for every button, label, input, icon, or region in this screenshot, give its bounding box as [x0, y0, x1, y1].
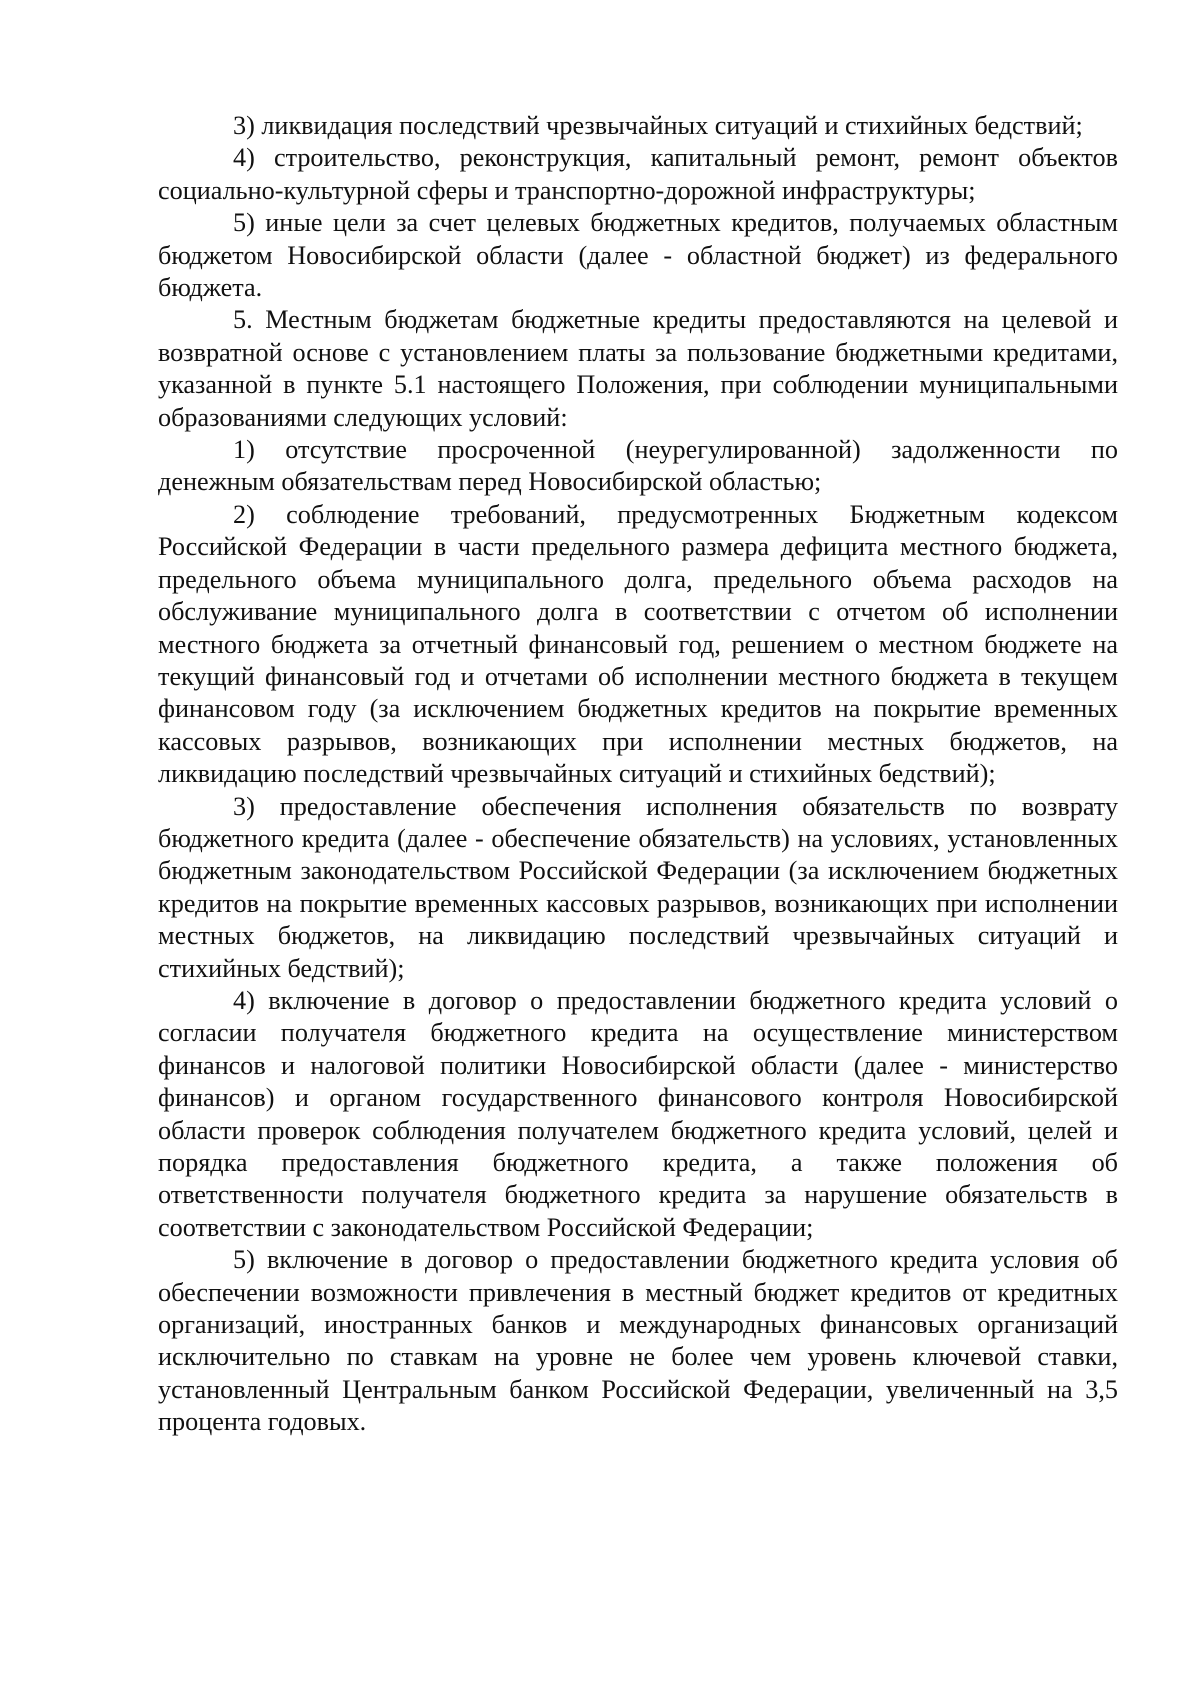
paragraph-condition-4: 4) включение в договор о предоставлении бюджетного кредита условий о согласии получателя бюджетного кредита на осуществление министерством финансов и налоговой политики Новосибирской области (далее - министерство финансов) и органом государственного финансового контроля Новосибирской области проверок соблюдения получателем бюджетного кредита условий, целей и порядка предоставления бюджетного кредита, а также положения об ответственности получателя бюджетного кредита за нарушение обязательств в соответствии с законодательством Российской Федерации; — [158, 985, 1118, 1242]
document-page — [158, 110, 1118, 1439]
paragraph-3-liquidation: 3) ликвидация последствий чрезвычайных ситуаций и стихийных бедствий; — [233, 111, 1083, 140]
paragraph-condition-3: 3) предоставление обеспечения исполнения обязательств по возврату бюджетного кредита (далее - обеспечение обязательств) на условиях, установленных бюджетным законодательством Российской Федерации (за исключением бюджетных кредитов на покрытие временных кассовых разрывов, возникающих при исполнении местных бюджетов, на ликвидацию последствий чрезвычайных ситуаций и стихийных бедствий); — [158, 791, 1118, 983]
paragraph-4-construction: 4) строительство, реконструкция, капитальный ремонт, ремонт объектов социально-культурной сферы и транспортно-дорожной инфраструктуры; — [158, 143, 1118, 205]
paragraph-condition-2: 2) соблюдение требований, предусмотренных Бюджетным кодексом Российской Федерации в части предельного размера дефицита местного бюджета, предельного объема муниципального долга, предельного объема расходов на обслуживание муниципального долга в соответствии с отчетом об исполнении местного бюджета за отчетный финансовый год, решением о местном бюджете на текущий финансовый год и отчетами об исполнении местного бюджета в текущем финансовом году (за исключением бюджетных кредитов на покрытие временных кассовых разрывов, возникающих при исполнении местных бюджетов, на ликвидацию последствий чрезвычайных ситуаций и стихийных бедствий); — [158, 499, 1118, 789]
paragraph-clause-5: 5. Местным бюджетам бюджетные кредиты предоставляются на целевой и возвратной основе с установлением платы за пользование бюджетными кредитами, указанной в пункте 5.1 настоящего Положения, при соблюдении муниципальными образованиями следующих условий: — [158, 305, 1118, 432]
paragraph-condition-1: 1) отсутствие просроченной (неурегулированной) задолженности по денежным обязательствам перед Новосибирской областью; — [158, 435, 1118, 497]
paragraph-5-other-goals: 5) иные цели за счет целевых бюджетных кредитов, получаемых областным бюджетом Новосибирской области (далее - областной бюджет) из федерального бюджета. — [158, 208, 1118, 303]
paragraph-condition-5: 5) включение в договор о предоставлении бюджетного кредита условия об обеспечении возможности привлечения в местный бюджет кредитов от кредитных организаций, иностранных банков и международных финансовых организаций исключительно по ставкам на уровне не более чем уровень ключевой ставки, установленный Центральным банком Российской Федерации, увеличенный на 3,5 процента годовых. — [158, 1245, 1118, 1437]
